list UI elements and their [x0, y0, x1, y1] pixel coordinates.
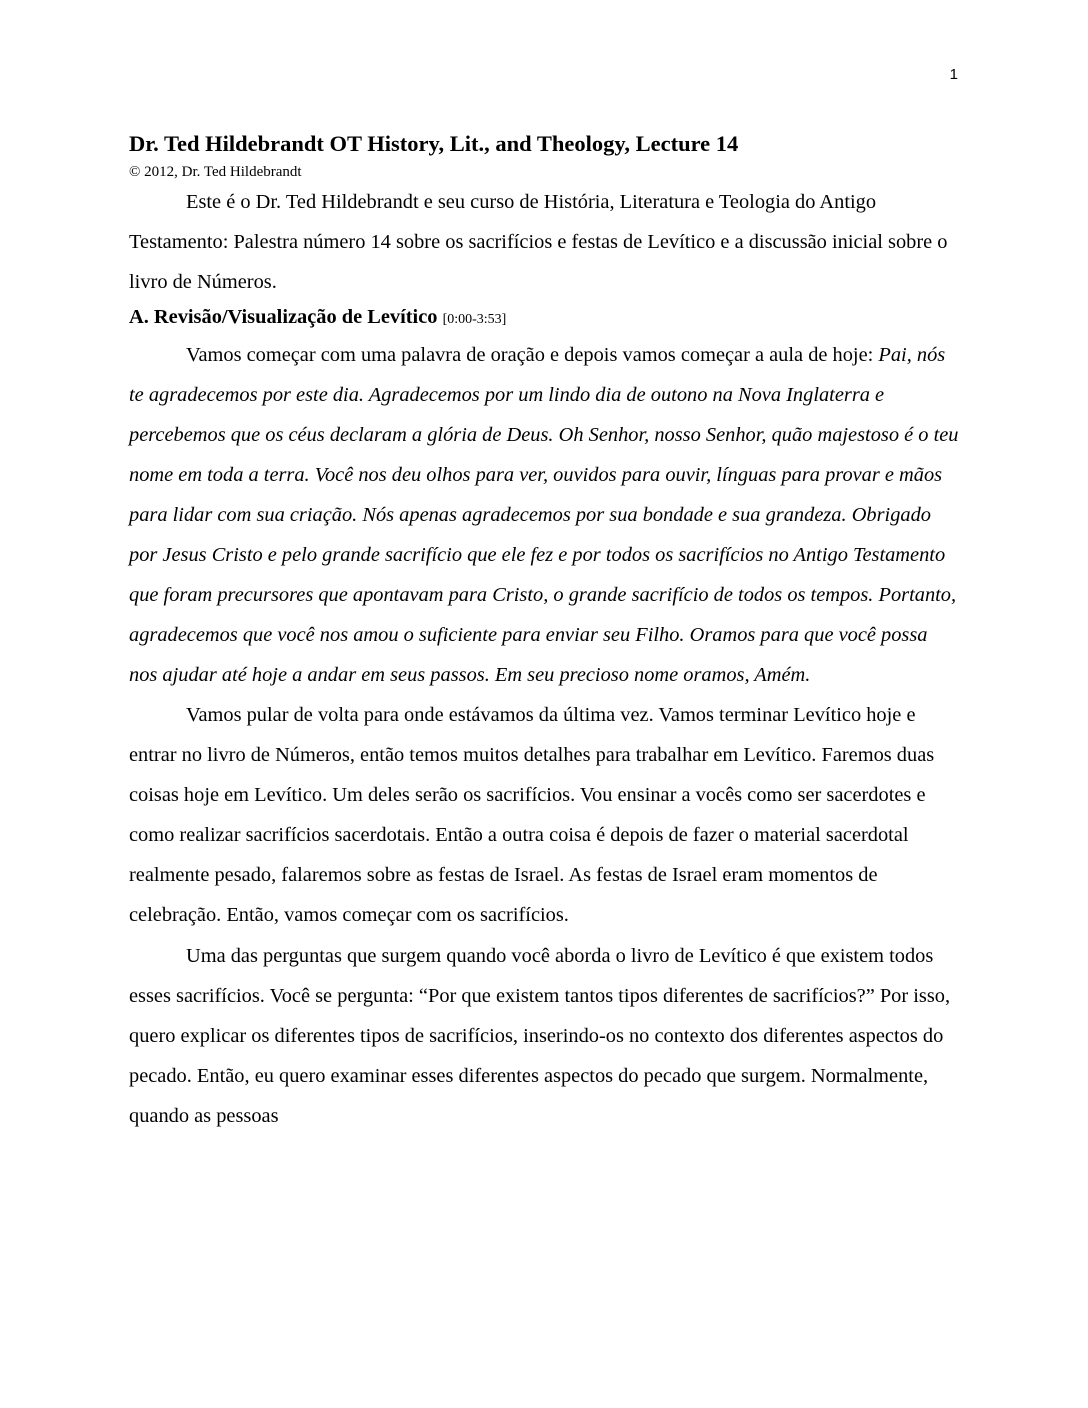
page-number: 1 [949, 66, 958, 83]
intro-paragraph: Este é o Dr. Ted Hildebrandt e seu curso de História, Literatura e Teologia do Antigo Testamento: Palestra número 14 sobre os sacrifícios e festas de Levítico e a discussão inicial sobre o livro de Números. [129, 191, 948, 293]
body-paragraph-3: Uma das perguntas que surgem quando você aborda o livro de Levítico é que existem todos esses sacrifícios. Você se pergunta: “Por que existem tantos tipos diferentes de sacrifícios?” Por isso, quero explicar os diferentes tipos de sacrifícios, inserindo-os no contexto dos diferentes aspectos do pecado. Então, eu quero examinar esses diferentes aspectos do pecado que surgem. Normalmente, quando as pessoas [129, 945, 951, 1127]
prayer-text: Pai, nós te agradecemos por este dia. Agradecemos por um lindo dia de outono na Nova Inglaterra e percebemos que os céus declaram a glória de Deus. Oh Senhor, nosso Senhor, quão majestoso é o teu nome em toda a terra. Você nos deu olhos para ver, ouvidos para ouvir, línguas para provar e mãos para lidar com sua criação. Nós apenas agradecemos por sua bondade e sua grandeza. Obrigado por Jesus Cristo e pelo grande sacrifício que ele fez e por todos os sacrifícios no Antigo Testamento que foram precursores que apontavam para Cristo, o grande sacrifício de todos os tempos. Portanto, agradecemos que você nos amou o suficiente para enviar seu Filho. Oramos para que você possa nos ajudar até hoje a andar em seus passos. Em seu precioso nome oramos, Amém. [129, 344, 959, 686]
section-heading-text: A. Revisão/Visualização de Levítico [129, 306, 438, 328]
document-body [129, 128, 959, 1136]
body-paragraph-2: Vamos pular de volta para onde estávamos da última vez. Vamos terminar Levítico hoje e entrar no livro de Números, então temos muitos detalhes para trabalhar em Levítico. Faremos duas coisas hoje em Levítico. Um deles serão os sacrifícios. Vou ensinar a vocês como ser sacerdotes e como realizar sacrifícios sacerdotais. Então a outra coisa é depois de fazer o material sacerdotal realmente pesado, falaremos sobre as festas de Israel. As festas de Israel eram momentos de celebração. Então, vamos começar com os sacrifícios. [129, 704, 935, 926]
prayer-lead-text: Vamos começar com uma palavra de oração e depois vamos começar a aula de hoje: [186, 344, 879, 366]
prayer-paragraph [129, 335, 959, 695]
copyright-line: © 2012, Dr. Ted Hildebrandt [129, 164, 302, 180]
section-heading [129, 302, 959, 335]
section-timestamp: [0:00-3:53] [442, 312, 507, 327]
document-title: Dr. Ted Hildebrandt OT History, Lit., and Theology, Lecture 14 [129, 131, 739, 156]
